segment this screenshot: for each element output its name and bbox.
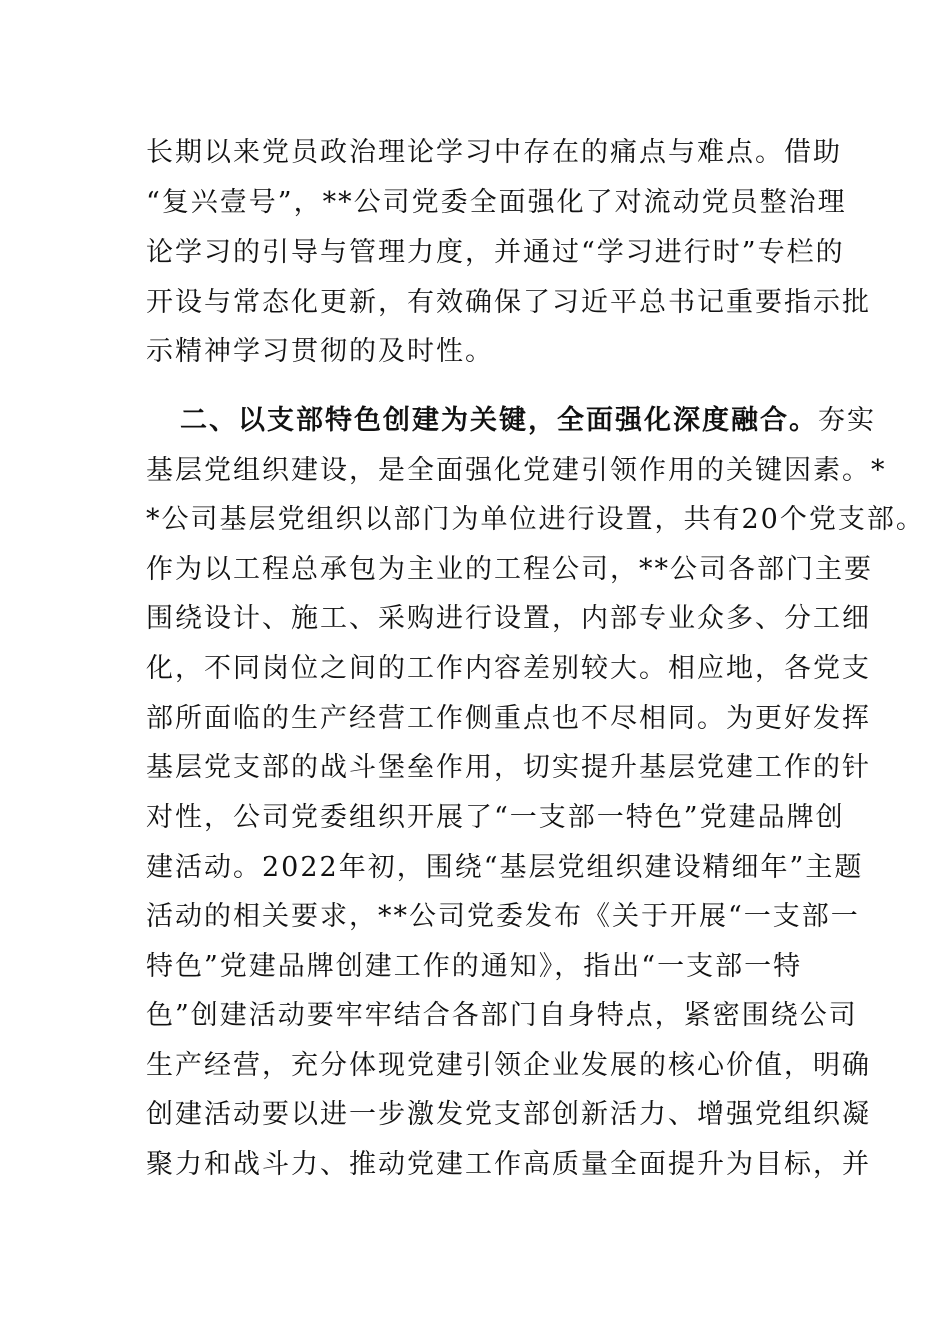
paragraph-2-line: 活动的相关要求，**公司党委发布《关于开展“一支部一 <box>146 901 860 932</box>
paragraph-1-line: 长期以来党员政治理论学习中存在的痛点与难点。借助 <box>146 137 842 168</box>
paragraph-2-line: *公司基层党组织以部门为单位进行设置，共有20个党支部。 <box>146 504 925 535</box>
paragraph-2-line: 生产经营，充分体现党建引领企业发展的核心价值，明确 <box>146 1050 871 1081</box>
paragraph-2-line: 特色”党建品牌创建工作的通知》，指出“一支部一特 <box>146 951 803 982</box>
paragraph-2-line: 聚力和战斗力、推动党建工作高质量全面提升为目标，并 <box>146 1149 871 1180</box>
section-heading: 二、以支部特色创建为关键，全面强化深度融合。 <box>180 405 818 436</box>
paragraph-2-line: 基层党组织建设，是全面强化党建引领作用的关键因素。* <box>146 455 887 486</box>
paragraph-2-line: 创建活动要以进一步激发党支部创新活力、增强党组织凝 <box>146 1099 871 1130</box>
paragraph-2-line: 色”创建活动要牢牢结合各部门自身特点，紧密围绕公司 <box>146 1000 858 1031</box>
paragraph-2-line: 围绕设计、施工、采购进行设置，内部专业众多、分工细 <box>146 603 871 634</box>
paragraph-1-line: 示精神学习贯彻的及时性。 <box>146 336 494 367</box>
paragraph-1-line: “复兴壹号”，**公司党委全面强化了对流动党员整治理 <box>146 187 847 218</box>
paragraph-2-line: 部所面临的生产经营工作侧重点也不尽相同。为更好发挥 <box>146 703 871 734</box>
paragraph-2-line: 化，不同岗位之间的工作内容差别较大。相应地，各党支 <box>146 653 871 684</box>
heading-continuation: 夯实 <box>818 405 876 436</box>
paragraph-1-line: 论学习的引导与管理力度，并通过“学习进行时”专栏的 <box>146 237 845 268</box>
paragraph-2-line: 对性，公司党委组织开展了“一支部一特色”党建品牌创 <box>146 802 845 833</box>
paragraph-2-line: 作为以工程总承包为主业的工程公司，**公司各部门主要 <box>146 554 873 585</box>
paragraph-2-line: 建活动。2022年初，围绕“基层党组织建设精细年”主题 <box>146 852 864 883</box>
paragraph-2-first-line <box>180 401 876 441</box>
paragraph-2-line: 基层党支部的战斗堡垒作用，切实提升基层党建工作的针 <box>146 752 871 783</box>
paragraph-1-line: 开设与常态化更新，有效确保了习近平总书记重要指示批 <box>146 287 871 318</box>
